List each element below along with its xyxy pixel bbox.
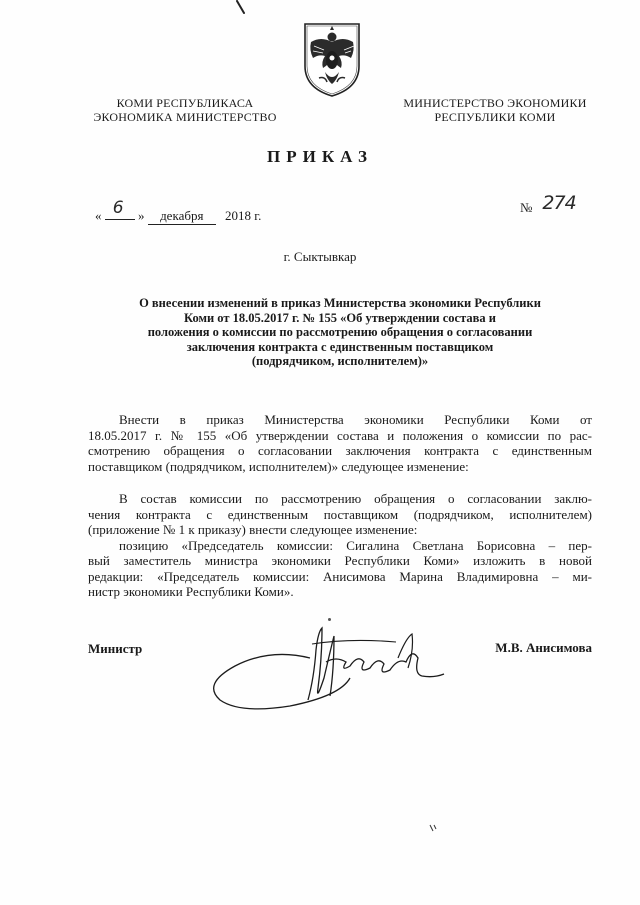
document-type-title: ПРИКАЗ (267, 147, 373, 166)
paragraph-line: поставщиком (подрядчиком, исполнителем)» следующее изменение: (88, 458, 469, 474)
paragraph-1 (88, 412, 592, 474)
paragraph-line: нистр экономики Республики Коми». (88, 584, 294, 599)
header-right-ministry (380, 96, 610, 124)
date-day-handwritten: 6 (112, 198, 124, 218)
signer-title: Министр (88, 641, 143, 656)
order-date (95, 198, 262, 225)
paragraph-line: 18.05.2017 г. № 155 «Об утверждении состава и положения о комиссии по рас- (88, 427, 592, 443)
order-number (520, 192, 576, 216)
subject-line: заключения контракта с единственным поставщиком (186, 339, 494, 354)
coat-of-arms-emblem (299, 20, 365, 98)
paragraph-line: смотрению обращения о согласовании заключения контракта с единственным (88, 443, 592, 458)
subject-line: (подрядчиком, исполнителем)» (251, 354, 429, 368)
stray-pen-mark-bottom (428, 823, 438, 833)
header-left-komi (70, 96, 300, 124)
subject-line: О внесении изменений в приказ Министерства экономики Республики (139, 296, 541, 310)
date-year: 2018 г. (225, 208, 262, 223)
subject-line: Коми от 18.05.2017 г. № 155 «Об утверждении состава и (184, 310, 496, 325)
subject-line: положения о комиссии по рассмотрению обращения о согласовании (147, 325, 533, 339)
date-close-quote: » (138, 208, 145, 223)
header-left-line-1: КОМИ РЕСПУБЛИКАСА (116, 96, 254, 110)
order-subject (70, 296, 610, 369)
paragraph-line: позицию «Председатель комиссии: Сигалина Светлана Борисовна – пер- (119, 537, 592, 553)
paragraph-line: В состав комиссии по рассмотрению обращения о согласовании заклю- (119, 491, 592, 506)
number-symbol: № (520, 200, 533, 215)
handwritten-signature (200, 618, 450, 728)
paragraph-line: редакции: «Председатель комиссии: Анисимова Марина Владимировна – ми- (88, 568, 592, 584)
signer-name: М.В. Анисимова (495, 640, 592, 655)
date-open-quote: « (95, 208, 102, 223)
header-left-line-2: ЭКОНОМИКА МИНИСТЕРСТВО (93, 110, 277, 124)
place-of-issue: г. Сыктывкар (283, 249, 357, 264)
header-right-line-1: МИНИСТЕРСТВО ЭКОНОМИКИ (403, 96, 587, 110)
paragraph-line: (приложение № 1 к приказу) внести следующее изменение: (88, 522, 418, 537)
paragraph-line: Внести в приказ Министерства экономики Республики Коми от (119, 412, 592, 427)
number-handwritten: 274 (542, 192, 576, 214)
stray-pen-mark (235, 0, 247, 16)
date-day-field (105, 198, 135, 220)
paragraph-line: вый заместитель министра экономики Республики Коми» изложить в новой (88, 553, 592, 568)
paragraph-line: чения контракта с единственным поставщиком (подрядчиком, исполнителем) (88, 506, 592, 522)
date-month: декабря (148, 208, 216, 225)
paragraph-2 (88, 491, 592, 600)
header-right-line-2: РЕСПУБЛИКИ КОМИ (434, 110, 556, 124)
